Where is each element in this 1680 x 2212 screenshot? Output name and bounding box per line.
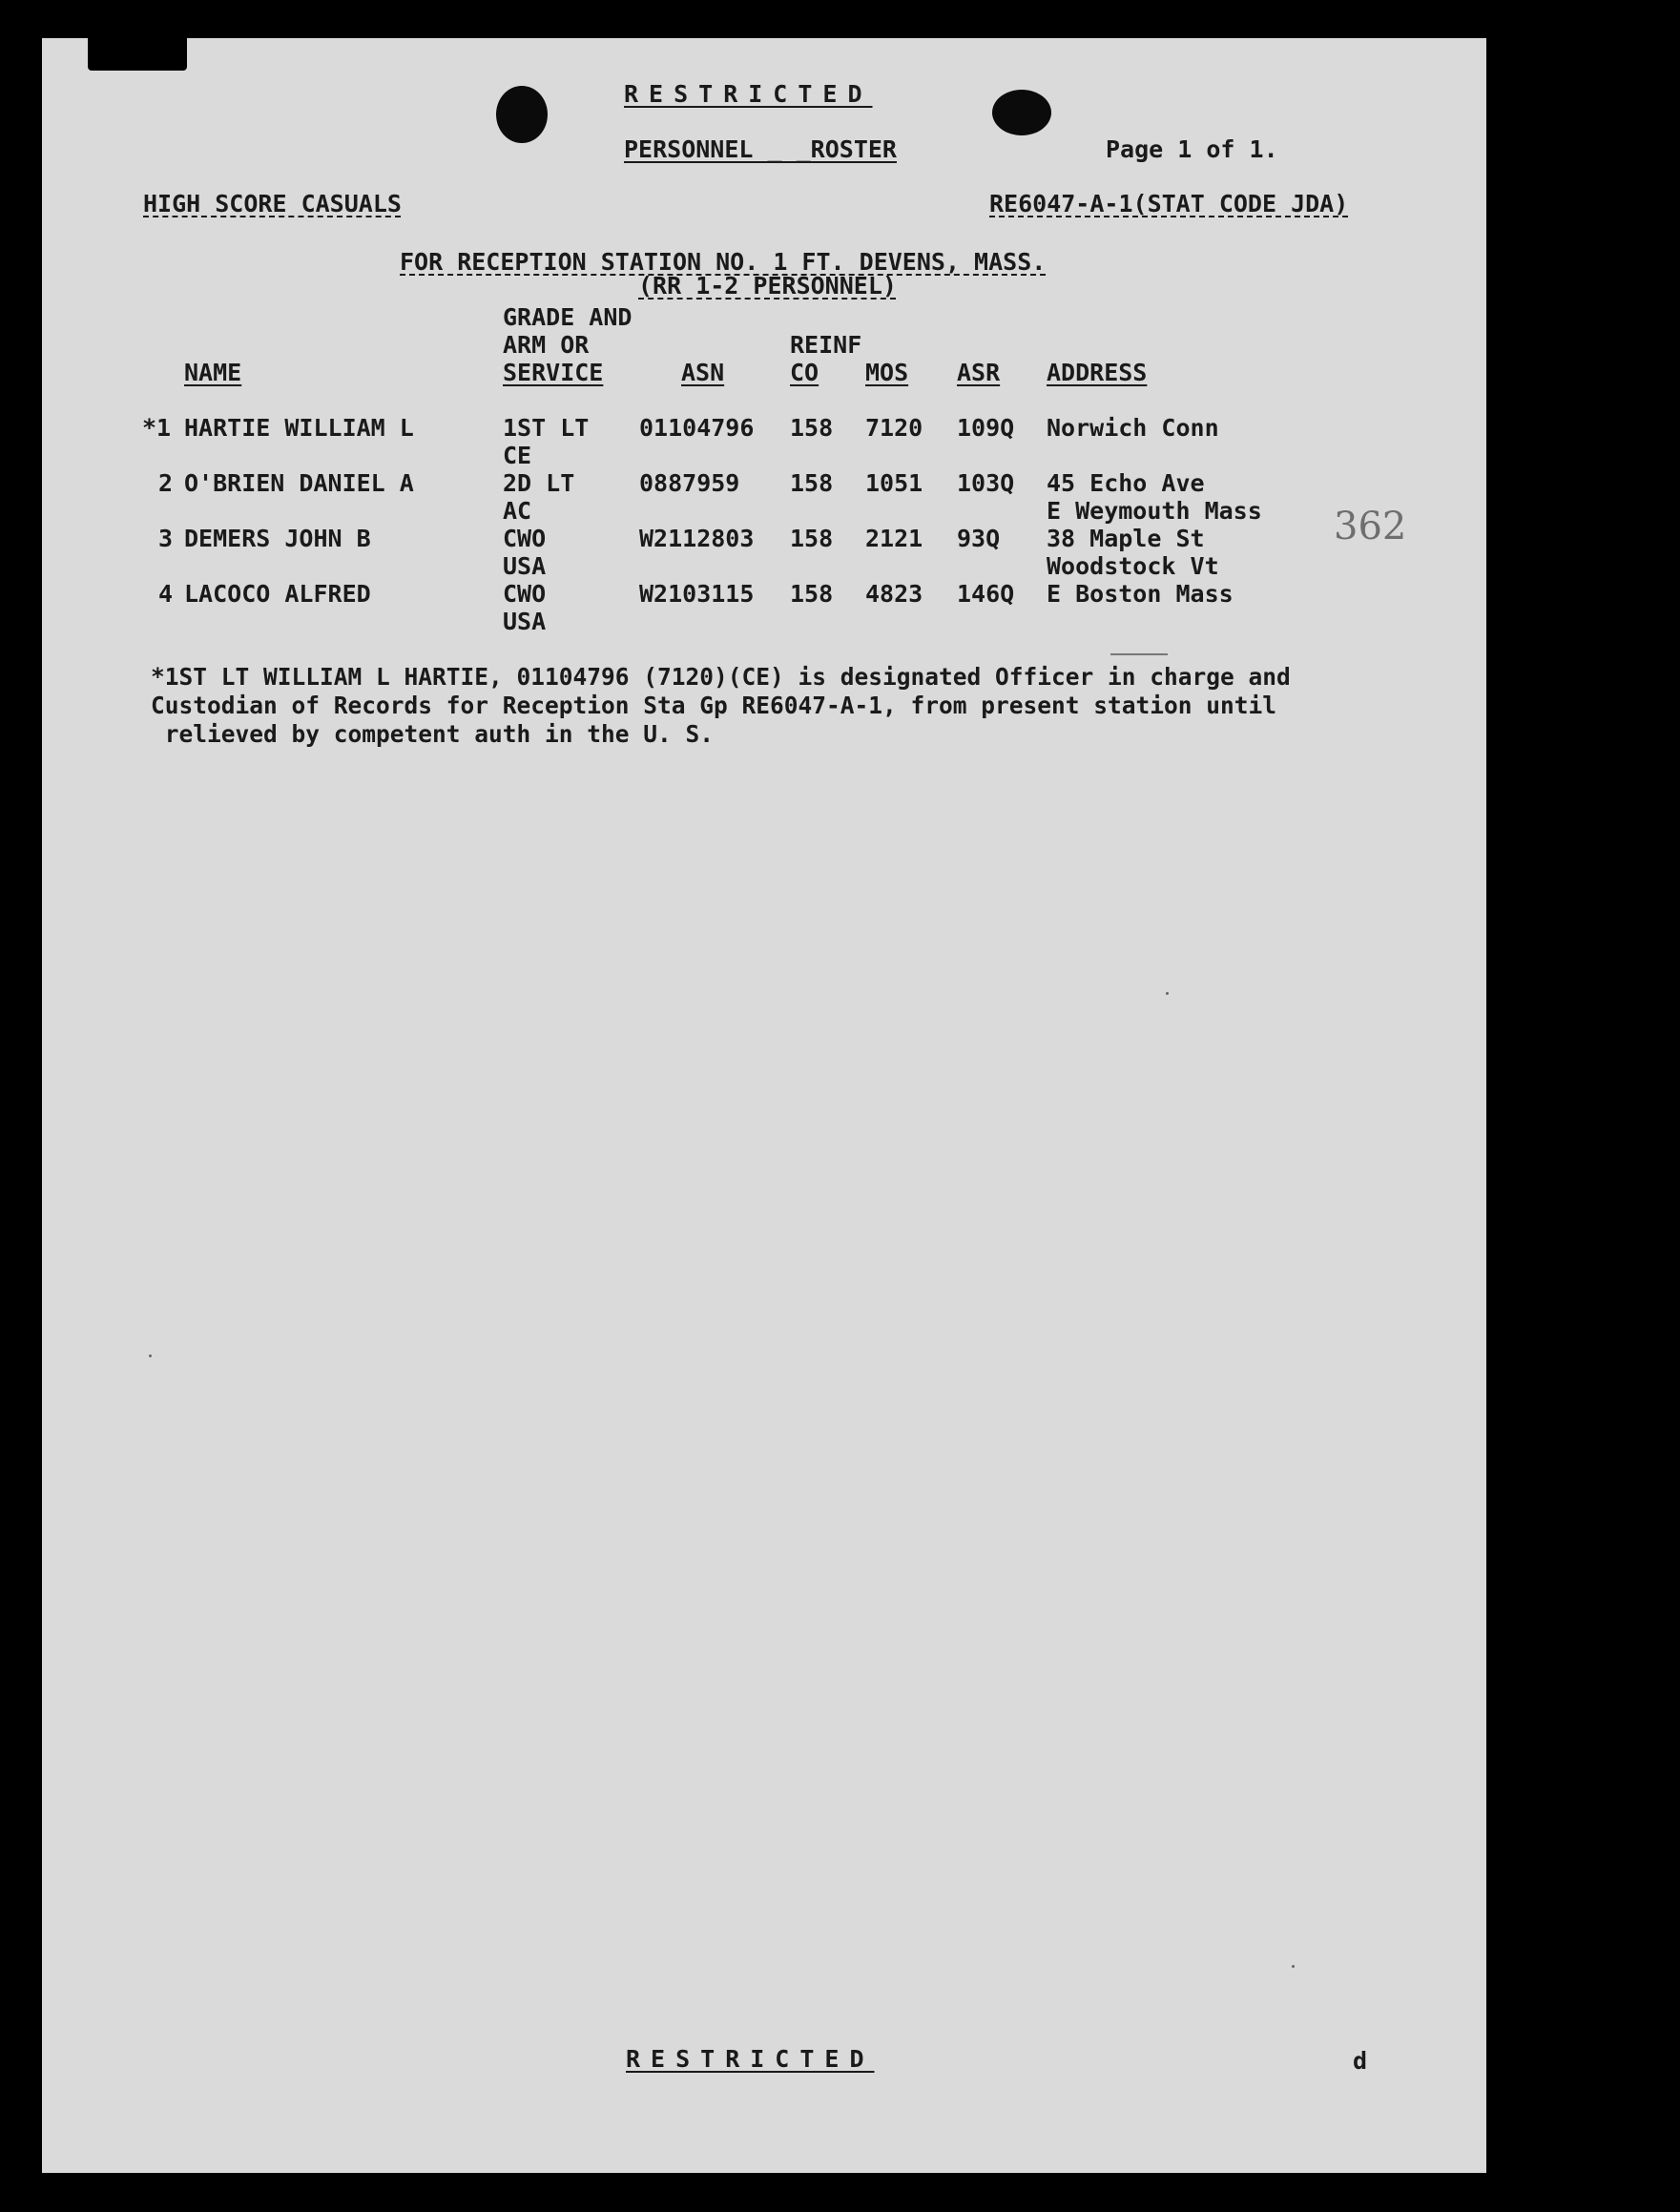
row-arm: CE (503, 442, 532, 469)
row-asn: 0887959 (639, 469, 740, 497)
col-asn: ASN (681, 359, 725, 386)
restricted-footer: RESTRICTED (626, 2045, 875, 2073)
destination-line: FOR RECEPTION STATION NO. 1 FT. DEVENS, MASS. (400, 248, 1047, 276)
speck (149, 1354, 152, 1357)
row-co: 158 (790, 580, 834, 608)
row-name: LACOCO ALFRED (184, 580, 371, 608)
note-line-2: Custodian of Records for Reception Sta Gp RE6047-A-1, from present station until (151, 692, 1277, 719)
row-number: 3 (158, 525, 174, 552)
col-asr: ASR (957, 359, 1001, 386)
row-mos: 7120 (865, 414, 923, 442)
punch-hole-right (992, 90, 1051, 135)
roster-title-text: PERSONNEL _ _ROSTER (624, 135, 897, 163)
row-name: HARTIE WILLIAM L (184, 414, 414, 442)
row-grade: CWO (503, 525, 547, 552)
row-co: 158 (790, 525, 834, 552)
row-co: 158 (790, 414, 834, 442)
col-grade-line2: ARM OR (503, 331, 590, 359)
col-co: CO (790, 359, 819, 386)
punch-hole-left (496, 86, 548, 143)
row-number: *1 (142, 414, 172, 442)
row-address-1: E Boston Mass (1047, 580, 1234, 608)
row-mos: 2121 (865, 525, 923, 552)
corner-tab (88, 31, 187, 71)
row-asn: 01104796 (639, 414, 755, 442)
note-line-3: relieved by competent auth in the U. S. (151, 720, 715, 748)
col-grade-line1: GRADE AND (503, 303, 633, 331)
group-code: RE6047-A-1(STAT CODE JDA) (989, 190, 1349, 217)
speck (1292, 1965, 1295, 1968)
row-asr: 93Q (957, 525, 1001, 552)
row-address-1: 38 Maple St (1047, 525, 1205, 552)
row-address-1: Norwich Conn (1047, 414, 1219, 442)
col-reinf: REINF (790, 331, 862, 359)
roster-title (624, 135, 897, 163)
row-grade: 2D LT (503, 469, 575, 497)
row-co: 158 (790, 469, 834, 497)
row-name: O'BRIEN DANIEL A (184, 469, 414, 497)
document-page (42, 38, 1486, 2173)
row-address-1: 45 Echo Ave (1047, 469, 1205, 497)
corner-mark: d (1353, 2047, 1368, 2075)
col-grade-line3: SERVICE (503, 359, 604, 386)
divider (1110, 653, 1168, 655)
row-asn: W2103115 (639, 580, 755, 608)
speck (1166, 992, 1169, 995)
row-mos: 1051 (865, 469, 923, 497)
page-label: Page 1 of 1. (1106, 135, 1278, 163)
handwritten-number: 362 (1334, 505, 1407, 548)
row-address-2: Woodstock Vt (1047, 552, 1219, 580)
row-number: 2 (158, 469, 174, 497)
row-asr: 109Q (957, 414, 1015, 442)
note-line-1: *1ST LT WILLIAM L HARTIE, 01104796 (7120)(CE) is designated Officer in charge and (151, 663, 1291, 691)
row-asr: 103Q (957, 469, 1015, 497)
col-address: ADDRESS (1047, 359, 1148, 386)
group-name: HIGH SCORE CASUALS (143, 190, 402, 217)
row-number: 4 (158, 580, 174, 608)
row-mos: 4823 (865, 580, 923, 608)
row-arm: AC (503, 497, 532, 525)
restricted-header: RESTRICTED (624, 80, 873, 108)
row-grade: 1ST LT (503, 414, 590, 442)
row-grade: CWO (503, 580, 547, 608)
row-asn: W2112803 (639, 525, 755, 552)
row-arm: USA (503, 552, 547, 580)
col-name: NAME (184, 359, 242, 386)
col-mos: MOS (865, 359, 909, 386)
row-address-2: E Weymouth Mass (1047, 497, 1262, 525)
row-name: DEMERS JOHN B (184, 525, 371, 552)
row-asr: 146Q (957, 580, 1015, 608)
row-arm: USA (503, 608, 547, 635)
personnel-type: (RR 1-2 PERSONNEL) (638, 272, 897, 300)
